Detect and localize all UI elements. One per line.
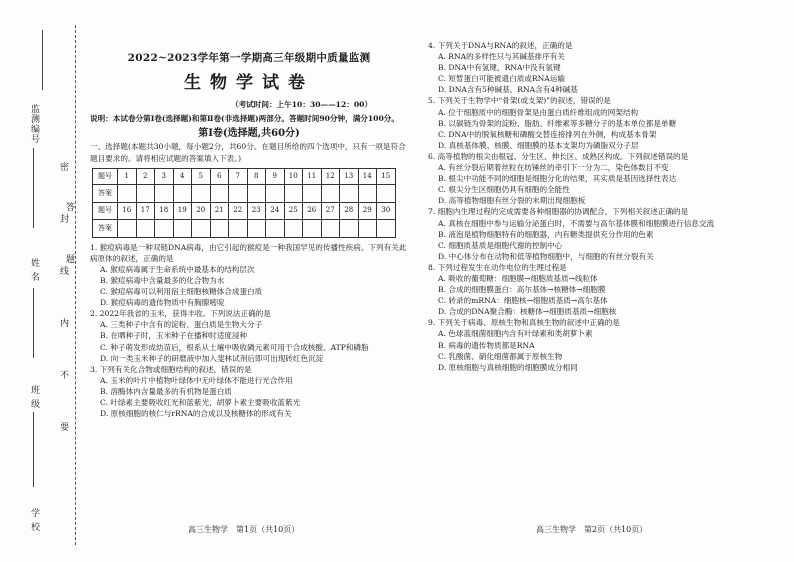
question-option: C. DNA中的脱氧核糖和磷酸交替连接排列在外侧，构成基本骨架 [438,129,657,139]
answer-cell[interactable] [192,185,211,203]
name-line [33,288,34,358]
question-number: 30 [377,203,396,220]
answer-cell[interactable] [118,219,137,237]
question-number: 16 [118,203,137,220]
question-option: A. 有丝分裂后期着丝粒在纺锤丝的牵引下一分为二，染色体数目不变 [438,163,669,173]
class-line [33,412,34,487]
question-block [90,308,408,363]
question-number: 29 [358,203,377,220]
seal-char: 不 [60,371,70,381]
answer-cell[interactable] [210,185,229,203]
question-number: 19 [173,203,192,220]
question-list-left [90,242,408,420]
exam-title: 2022~2023学年第一学期高三年级期中质量监测 [127,52,371,64]
question-option: A. 色球蓝细菌细胞内含有叶绿素和类胡萝卜素 [438,329,593,339]
answer-cell[interactable] [303,219,322,237]
seal-char: 答 [66,203,76,213]
name-label: 姓 名 [29,258,39,282]
answer-table-row [93,203,396,220]
seal-line [75,25,76,545]
question-stem: 9. 下列关于病毒、原核生物和真核生物的叙述中正确的是 [428,318,620,328]
question-stem: 2. 2022年我省的玉米，获得丰收。下列说法正确的是 [90,309,271,319]
subject-title: 生物学试卷 [184,73,314,94]
question-number: 27 [321,203,340,220]
question-option: C. 短暂蛋白可能被遗白质或RNA运输 [438,74,565,84]
answer-cell[interactable] [173,219,192,237]
question-number: 9 [266,168,285,185]
question-option: C. 猴痘病毒可以利用宿主细胞核糖体合成蛋白质 [100,287,263,297]
class-label: 班 级 [29,385,39,409]
question-stem: 6. 高等植物的根尖由根冠、分生区、伸长区、成熟区构成。下列叙述错误的是 [428,151,689,161]
answer-cell[interactable] [266,185,285,203]
answer-cell[interactable] [284,219,303,237]
question-option: A. 玉米的叶片中植物叶绿体中无叶绿体不能进行光合作用 [100,375,293,385]
question-option: D. 真核基体膜、核膜、细胞膜的基本支架均为磷脂双分子层 [438,140,639,150]
question-option: D. 中心体分布在动物和低等植物细胞中，与细胞的有丝分裂有关 [438,251,654,261]
question-number: 26 [303,203,322,220]
answer-cell[interactable] [340,219,359,237]
question-number: 8 [247,168,266,185]
question-option: C. 细胞质基质是细胞代谢的控制中心 [438,240,563,250]
question-number: 25 [284,203,303,220]
question-block [90,364,408,419]
answer-cell[interactable] [284,185,303,203]
answer-cell[interactable] [303,185,322,203]
question-number: 5 [192,168,211,185]
seal-char: 密 [60,163,70,173]
question-number: 23 [247,203,266,220]
question-block [428,151,778,206]
question-stem: 4. 下列关于DNA与RNA的叙述，正确的是 [428,41,573,50]
question-option: A. 猴痘病毒属于生命系统中最基本的结构层次 [100,264,255,274]
question-option: A. 真核在细胞中参与运输分泌蛋白时，不需要与高尔基体膜和细胞膜进行信息交流 [438,218,715,228]
question-number: 3 [155,168,174,185]
answer-cell[interactable] [118,185,137,203]
question-option: A. RNA的多样性只与其碱基排序有关 [438,52,565,62]
exam-no-line [33,148,34,228]
exam-time: （考试时间：上午10：30——12：00） [231,100,372,110]
question-option: D. DNA含有5种碱基，RNA含有4种碱基 [438,85,578,95]
question-number: 24 [266,203,285,220]
answer-cell[interactable] [358,219,377,237]
question-block [428,206,778,261]
question-option: D. 原核细胞与真核细胞的细胞膜成分相同 [438,362,578,372]
answer-label: 答案 [93,185,118,203]
question-stem: 7. 细胞内生理过程的完成需要各种细胞器的协调配合，下列相关叙述正确的是 [428,207,689,217]
question-number: 2 [136,168,155,185]
question-option: C. 种子萌发形成幼苗后，根系从土壤中吸收磷元素可用于合成核酸、ATP和磷脂 [100,342,369,352]
question-option: B. 合成的细胞膜蛋白：高尔基体→核糖体→细胞膜 [438,285,606,295]
question-number: 10 [284,168,303,185]
question-option: A. 吸收的葡萄糖：细胞膜→细胞质基质→线粒体 [438,273,598,283]
question-block [428,317,778,372]
question-block [428,262,778,317]
seal-char: 封 [60,215,70,225]
answer-cell[interactable] [321,219,340,237]
question-number: 20 [192,203,211,220]
question-number: 21 [210,203,229,220]
answer-cell[interactable] [321,185,340,203]
question-option: B. 液泡是植物细胞特有的细胞器，内有糖类提供充分作用的色素 [438,229,654,239]
question-option: B. 在晒种子时，玉米种子在播种时适度浸种 [100,331,248,341]
question-number: 18 [155,203,174,220]
part1-title: 第Ⅰ卷(选择题,共60分) [198,128,300,140]
question-option: D. 高等植物细胞有丝分裂的末期出现细胞板 [438,196,586,206]
question-option: D. 原核细胞的核仁与rRNA的合成以及核糖体的形成有关 [100,409,292,419]
left-column [90,40,408,419]
question-stem: 3. 下列有关化合物或细胞结构的叙述，错误的是 [90,364,252,374]
question-number: 28 [340,203,359,220]
question-number: 1 [118,168,137,185]
question-number: 4 [173,168,192,185]
answer-cell[interactable] [210,219,229,237]
seal-char: 线 [60,267,70,277]
seal-char: 要 [60,423,70,433]
question-number: 6 [210,168,229,185]
exam-notice: 说明：本试卷分第Ⅰ卷(选择题)和第Ⅱ卷(非选择题)两部分。答题时间90分钟，满分100分。 [90,114,399,124]
question-number: 13 [340,168,359,185]
section-heading: 一、选择题(本题共30小题，每小题2分，共60分。在题目所给的四个选项中，只有一项是符合题目要求的。请将相应试题的答案填入下表。) [90,142,406,163]
question-option: D. 合成的DNA聚合酶：核糖体→细胞质基质→细胞核 [438,307,617,317]
question-option: A. 三类种子中含有的淀粉、蛋白质是生物大分子 [100,320,263,330]
answer-cell[interactable] [247,185,266,203]
question-option: B. 病毒的遗传物质都是RNA [438,340,535,350]
seal-char: 题 [66,255,76,265]
question-number: 17 [136,203,155,220]
question-stem: 1. 猴痘病毒是一种双链DNA病毒，由它引起的猴痘是一种我国罕见的传播性疾病。下列有关此病原体的叙述，正确的是 [90,242,407,263]
answer-cell[interactable] [155,185,174,203]
row-label: 题号 [93,203,118,220]
answer-cell[interactable] [340,185,359,203]
answer-cell[interactable] [247,219,266,237]
question-option: A. 位于细胞质中的细胞骨架是由蛋白质纤维组成的网架结构 [438,107,639,117]
answer-table-row [93,168,396,185]
answer-table-row [93,185,396,203]
answer-cell[interactable] [229,185,248,203]
seal-char: 内 [60,319,70,329]
question-block [90,242,408,309]
answer-cell[interactable] [377,185,396,203]
right-column [428,40,778,373]
answer-cell[interactable] [173,185,192,203]
question-option: D. 向一类玉米种子的研磨液中加入斐林试剂后即可出现砖红色沉淀 [100,353,324,363]
answer-table [92,168,396,238]
answer-cell[interactable] [377,219,396,237]
question-number: 14 [358,168,377,185]
answer-cell[interactable] [155,219,174,237]
answer-cell[interactable] [266,219,285,237]
top-line [42,30,43,90]
question-option: C. 乳酸菌、硝化细菌都属于原核生物 [438,351,563,361]
question-stem: 5. 下列关于生物学中“骨架(或支架)”的叙述，错误的是 [428,96,611,106]
row-label: 题号 [93,168,118,185]
page-footer-left: 高三生物学 第1页（共10页） [188,525,300,534]
exam-no-label: 监测编号 [29,104,39,144]
answer-cell[interactable] [136,219,155,237]
question-stem: 8. 下列过程发生在动作电位的生理过程是 [428,262,567,272]
question-number: 11 [303,168,322,185]
question-block [428,40,778,95]
binding-margin [0,0,92,562]
question-list-right [428,40,778,373]
question-option: B. DNA中有氢键，RNA中没有氢键 [438,63,561,73]
question-option: C. 叶绿素主要吸收红光和蓝紫光，胡萝卜素主要吸收蓝紫光 [100,397,301,407]
question-option: B. 猴痘病毒中含量最多的化合物为水 [100,275,225,285]
question-option: D. 猴痘病毒的遗传物质中有胸腺嘧啶 [100,298,225,308]
answer-cell[interactable] [192,219,211,237]
question-number: 22 [229,203,248,220]
question-option: C. 转录的mRNA：细胞核→细胞质基质→高尔基体 [438,296,608,306]
school-label: 学 校 [29,508,39,532]
answer-cell[interactable] [229,219,248,237]
question-number: 15 [377,168,396,185]
question-option: B. 溶酶体内含量最多的有机物是蛋白质 [100,386,232,396]
question-option: B. 根尖中功能不同的细胞是细胞分化的结果，其实质是基因选择性表达 [438,174,677,184]
question-option: C. 根尖分生区细胞仍具有细胞的全能性 [438,185,570,195]
question-option: B. 以碳链为骨架的淀粉、脂肪、纤维素等多糖分子的基本单位都是单糖 [438,118,677,128]
page-footer-right: 高三生物学 第2页（共10页） [536,525,648,534]
question-number: 12 [321,168,340,185]
answer-table-row [93,219,396,237]
answer-label: 答案 [93,219,118,237]
answer-cell[interactable] [358,185,377,203]
answer-cell[interactable] [136,185,155,203]
question-number: 7 [229,168,248,185]
question-block [428,95,778,150]
